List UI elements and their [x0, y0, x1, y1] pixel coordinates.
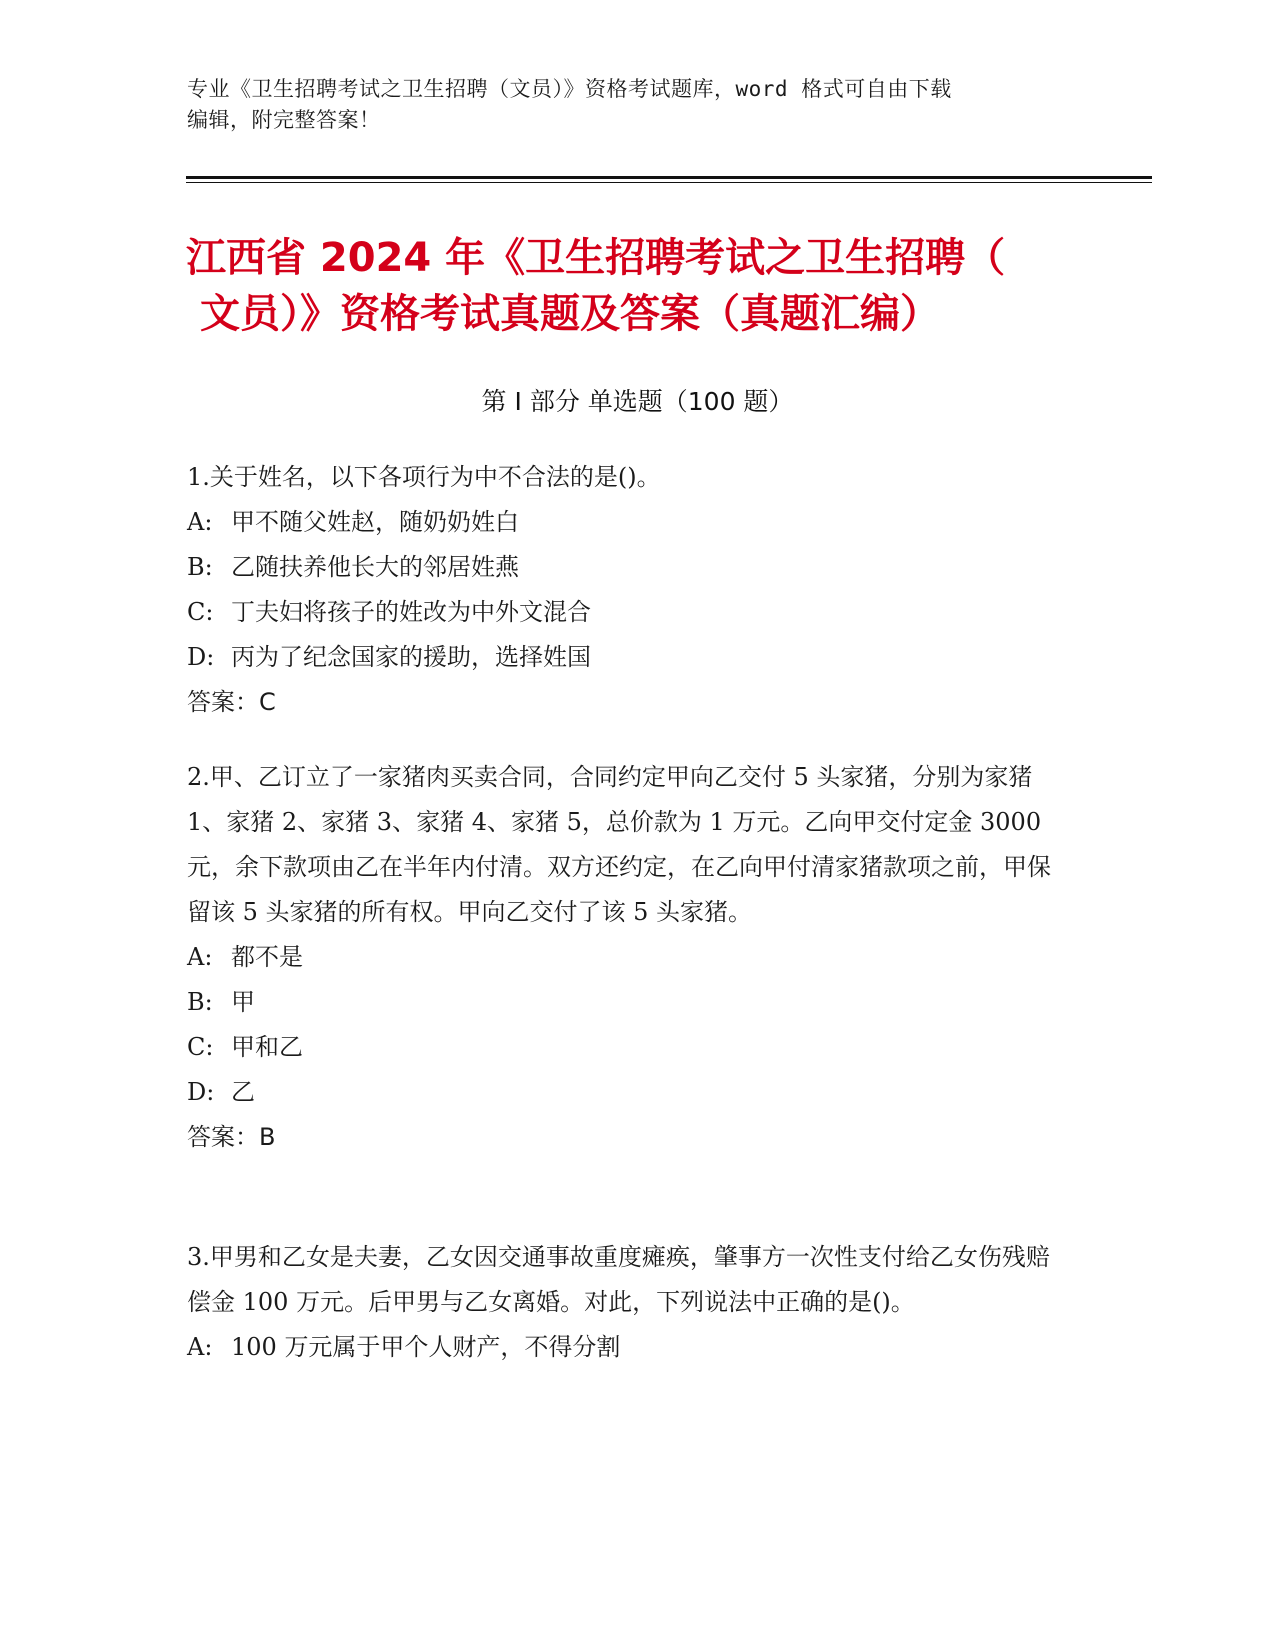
option-text: 都不是: [231, 943, 303, 971]
header-note-line-1: 专业《卫生招聘考试之卫生招聘（文员）》资格考试题库，word 格式可自由下载: [187, 77, 952, 101]
document-title: [186, 230, 1086, 342]
question-2: [187, 755, 1067, 1160]
option-text: 甲: [231, 988, 255, 1016]
question-1: [187, 455, 1067, 725]
option-d: [187, 635, 1067, 680]
answer-line: 答案：C: [187, 688, 276, 716]
option-b: [187, 545, 1067, 590]
header-divider-thin: [186, 182, 1152, 183]
option-letter: A:: [187, 1333, 213, 1361]
option-a: [187, 500, 1067, 545]
option-letter: D:: [187, 1078, 215, 1106]
question-3: [187, 1235, 1067, 1370]
option-a: [187, 935, 1067, 980]
option-letter: C:: [187, 598, 214, 626]
option-text: 丙为了纪念国家的援助，选择姓国: [231, 643, 591, 671]
option-text: 甲不随父姓赵，随奶奶姓白: [231, 508, 519, 536]
option-text: 丁夫妇将孩子的姓改为中外文混合: [231, 598, 591, 626]
option-letter: D:: [187, 643, 215, 671]
option-letter: A:: [187, 943, 213, 971]
option-c: [187, 1025, 1067, 1070]
option-text: 100 万元属于甲个人财产，不得分割: [231, 1333, 621, 1361]
option-text: 乙随扶养他长大的邻居姓燕: [231, 553, 519, 581]
header-note-line-2: 编辑，附完整答案！: [187, 108, 381, 132]
section-heading: 第 I 部分 单选题（100 题）: [481, 387, 794, 416]
document-title-line-2: 文员）》资格考试真题及答案（真题汇编）: [200, 291, 940, 337]
document-title-line-1: 江西省 2024 年《卫生招聘考试之卫生招聘（: [186, 235, 1006, 281]
option-b: [187, 980, 1067, 1025]
option-a: [187, 1325, 1067, 1370]
option-text: 乙: [231, 1078, 255, 1106]
option-text: 甲和乙: [231, 1033, 303, 1061]
answer-line: 答案：B: [187, 1123, 276, 1151]
question-stem: 3.甲男和乙女是夫妻，乙女因交通事故重度瘫痪，肇事方一次性支付给乙女伤残赔偿金 100 万元。后甲男与乙女离婚。对此，下列说法中正确的是()。: [187, 1243, 1050, 1316]
option-letter: C:: [187, 1033, 214, 1061]
document-header-note: [187, 74, 1087, 136]
question-stem: 2.甲、乙订立了一家猪肉买卖合同，合同约定甲向乙交付 5 头家猪，分别为家猪 1、家猪 2、家猪 3、家猪 4、家猪 5，总价款为 1 万元。乙向甲交付定金 3000 元，余下款项由乙在半年内付清。双方还约定，在乙向甲付清家猪款项之前，甲保留该 5 头家猪的所有权。甲向乙交付了该 5 头家猪。: [187, 763, 1051, 926]
option-letter: A:: [187, 508, 213, 536]
option-letter: B:: [187, 988, 213, 1016]
question-stem: 1.关于姓名，以下各项行为中不合法的是()。: [187, 463, 661, 491]
option-letter: B:: [187, 553, 213, 581]
option-d: [187, 1070, 1067, 1115]
header-divider-thick: [186, 176, 1152, 179]
option-c: [187, 590, 1067, 635]
